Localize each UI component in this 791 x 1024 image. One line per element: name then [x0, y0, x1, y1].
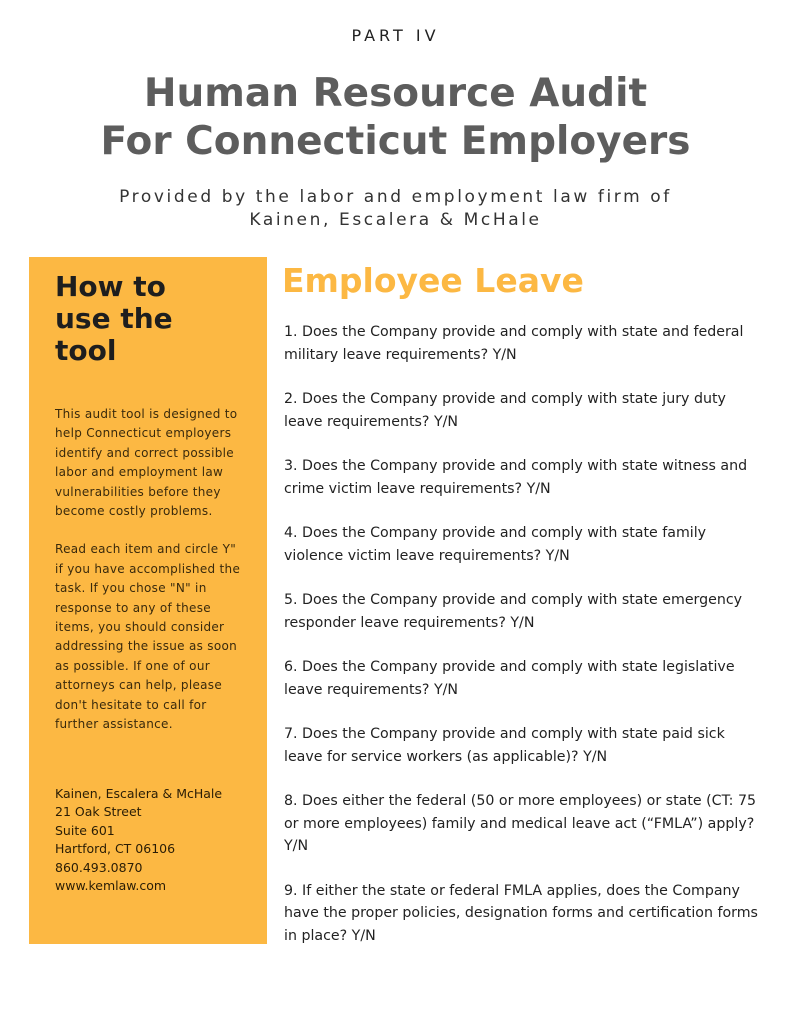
page-subtitle-line-1: Provided by the labor and employment law firm of: [119, 187, 672, 207]
question-item: 6. Does the Company provide and comply with state legislative leave requirements? Y/N: [284, 659, 735, 698]
address-suite: Suite 601: [55, 822, 115, 838]
question-list: [284, 321, 759, 969]
part-label: PART IV: [351, 26, 440, 45]
address-street: 21 Oak Street: [55, 804, 142, 820]
page-subtitle: [0, 186, 791, 232]
question-item: 4. Does the Company provide and comply with state family violence victim leave requirements? Y/N: [284, 525, 707, 564]
section-heading: Employee Leave: [282, 261, 584, 300]
page-title: [0, 70, 791, 166]
question-item: 5. Does the Company provide and comply with state emergency responder leave requirements? Y/N: [284, 592, 743, 631]
sidebar-instructions-paragraph: Read each item and circle Y" if you have accomplished the task. If you chose "N" in response to any of these items, you should consider addressing the issue as soon as possible. If one of our attorneys can help, please don't hesitate to call for further assistance.: [55, 542, 241, 732]
firm-address: [55, 785, 241, 897]
address-firm-name: Kainen, Escalera & McHale: [55, 785, 223, 801]
question-item: 9. If either the state or federal FMLA applies, does the Company have the proper policies, designation forms and certification forms in place? Y/N: [284, 882, 758, 944]
page-title-line-1: Human Resource Audit: [143, 71, 648, 116]
question-item: 2. Does the Company provide and comply with state jury duty leave requirements? Y/N: [284, 391, 726, 430]
question-item: 1. Does the Company provide and comply with state and federal military leave requirements? Y/N: [284, 324, 744, 363]
how-to-sidebar: [29, 257, 267, 944]
question-item: 7. Does the Company provide and comply with state paid sick leave for service workers (as applicable)? Y/N: [284, 726, 725, 765]
page-title-line-2: For Connecticut Employers: [100, 119, 691, 164]
address-phone: 860.493.0870: [55, 859, 143, 875]
address-city: Hartford, CT 06106: [55, 841, 176, 857]
question-item: 8. Does either the federal (50 or more employees) or state (CT: 75 or more employees) family and medical leave act (“FMLA”) apply? Y/N: [284, 793, 757, 854]
sidebar-heading: How to use the tool: [55, 270, 173, 367]
address-website: www.kemlaw.com: [55, 878, 167, 894]
sidebar-intro-paragraph: This audit tool is designed to help Connecticut employers identify and correct possible labor and employment law vulnerabilities before they become costly problems.: [55, 407, 238, 519]
page-subtitle-line-2: Kainen, Escalera & McHale: [249, 210, 542, 230]
question-item: 3. Does the Company provide and comply with state witness and crime victim leave requirements? Y/N: [284, 458, 748, 497]
